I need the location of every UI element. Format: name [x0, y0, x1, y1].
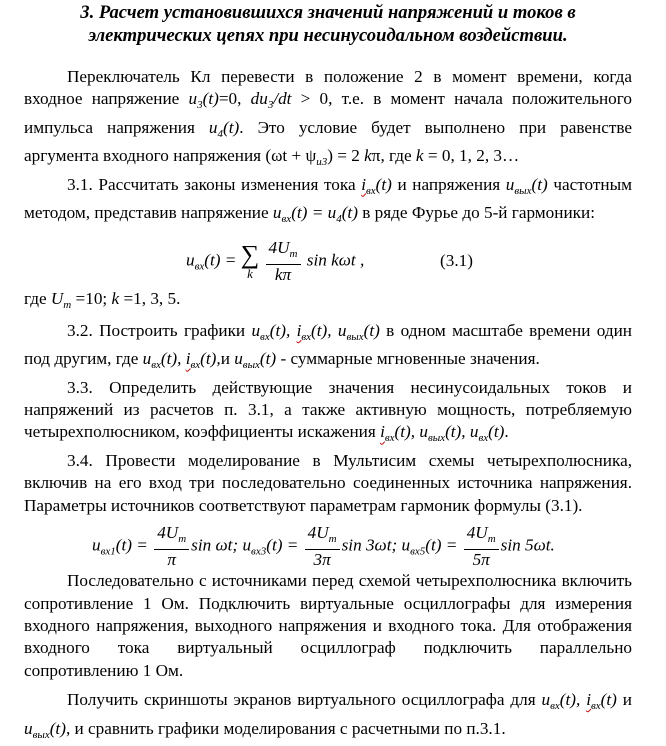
var-u4-sub: 4: [336, 213, 342, 226]
var: i: [296, 320, 302, 340]
var: u: [337, 320, 347, 340]
num: 4U: [157, 523, 179, 543]
var-k: k: [111, 289, 120, 309]
s3-lhs: u: [242, 535, 252, 555]
var-t: (t),: [269, 320, 297, 340]
num-sub: m: [328, 533, 337, 546]
var-i: i: [361, 174, 366, 194]
s3-fraction: [305, 523, 340, 570]
var-u3: u: [188, 89, 198, 109]
var-u4: u: [208, 117, 218, 137]
var-t: (t): [600, 690, 617, 710]
var-sub: вх: [384, 432, 395, 445]
s5-sub: вх5: [410, 545, 426, 558]
formula-sources-body: [92, 523, 555, 570]
text: в одном масштабе времени один под другим, где: [24, 320, 632, 369]
formula-sources: [24, 518, 632, 568]
s3-tail: sin 3ωt;: [341, 535, 398, 555]
var-sub: вх: [151, 359, 161, 372]
formula-3-1: [24, 232, 632, 284]
var-t: (t),: [311, 320, 338, 340]
var-U: U: [50, 289, 64, 309]
var-t: (t): [363, 320, 380, 340]
var-sub: вх: [260, 330, 270, 343]
var-u: u: [505, 174, 515, 194]
text: - суммарные мгновенные значения.: [276, 349, 540, 369]
text: 3.3. Определить действующие значения несинусоидальных токов и напряжений из расчетов п. 3.1, а также активную мощность, потребляемую четырехполюсником, коэффициенты искажения: [24, 377, 632, 442]
fraction-numerator: [464, 523, 499, 550]
var-psi-sub: u3: [316, 156, 328, 169]
heading-line-2: электрических цепях при несинусоидальном воздействии.: [88, 25, 568, 46]
var-k: k: [415, 146, 424, 166]
s1-tail: sin ωt;: [191, 535, 239, 555]
var-t: (t),: [160, 349, 186, 369]
num-sub: m: [487, 533, 496, 546]
num: 4U: [268, 238, 290, 258]
text: и: [220, 349, 235, 369]
text: где: [24, 289, 51, 309]
paragraph-final: [24, 689, 632, 746]
var-i-sub: вх: [365, 184, 376, 197]
text: π, где: [371, 146, 416, 166]
formula-number: (3.1): [440, 251, 473, 271]
var-t: (t),: [559, 690, 581, 710]
var-u4-t: (t): [223, 117, 240, 137]
fraction-numerator: [266, 238, 301, 265]
s5-fraction: [464, 523, 499, 570]
sum-symbol: ∑: [240, 240, 260, 270]
var-sub: вых: [32, 728, 50, 741]
formula-lhs-t: (t) =: [204, 250, 237, 270]
text: = 0, 1, 2, 3…: [423, 146, 520, 166]
text: и напряжения: [391, 174, 506, 194]
var-uin-sub: вх: [281, 213, 292, 226]
num-sub: m: [289, 248, 298, 261]
paragraph-3-2: [24, 320, 632, 377]
var-uin: u: [272, 203, 282, 223]
text: Переключатель Кл перевести в положение 2 в момент времени, когда входное напряжение: [24, 67, 632, 109]
var-u-t: (t): [531, 174, 548, 194]
var-u-sub: вых: [514, 184, 532, 197]
heading-line-1: 3. Расчет установившихся значений напряжений и токов в: [80, 2, 576, 23]
var-i-t: (t): [375, 174, 392, 194]
var: i: [380, 422, 385, 442]
var-u4-sub: 4: [217, 127, 224, 140]
text: ) = 2: [327, 146, 365, 166]
fraction-denominator: 3π: [313, 550, 331, 570]
var-u3-sub: 3: [197, 99, 203, 112]
formula-3-1-body: [186, 238, 364, 285]
text: Получить скриншоты экранов виртуального осциллографа для: [67, 690, 542, 710]
s1-fraction: [154, 523, 189, 570]
s1-lhs: u: [92, 535, 101, 555]
var: u: [142, 349, 152, 369]
var: u: [251, 320, 261, 340]
formula-lhs-sub: вх: [194, 260, 205, 273]
var-sub: вх: [478, 432, 489, 445]
paragraph-3-4: 3.4. Провести моделирование в Мультисим схемы четырехполюсника, включив на его вход три последовательно соединенных источника напряжения. Параметры источников соответствуют параметрам гармоник формулы (3.1).: [24, 450, 632, 515]
var-sub: вх: [591, 700, 601, 713]
fraction-denominator: kπ: [274, 265, 292, 285]
var-t: (t),: [394, 422, 420, 442]
var-sub: вх: [190, 359, 201, 372]
num-sub: m: [178, 533, 187, 546]
var-t: (t): [488, 422, 505, 442]
document-page: [24, 0, 632, 746]
s5-eq: (t) =: [425, 535, 458, 555]
var-t: (t): [49, 718, 66, 738]
text: , и сравнить графики моделирования с расчетными по п.3.1.: [65, 718, 506, 738]
var-t: (t),: [445, 422, 470, 442]
paragraph-3-1: [24, 174, 632, 231]
fraction-denominator: 5π: [472, 550, 490, 570]
var-sub: вых: [427, 432, 446, 445]
sum-sign: [240, 240, 260, 282]
var-sub: вх: [550, 700, 560, 713]
s5-tail: sin 5ωt.: [500, 535, 555, 555]
num: 4U: [307, 523, 329, 543]
var-U-sub: m: [63, 299, 72, 312]
var-t: (t),: [200, 349, 221, 369]
var-sub: вых: [242, 359, 260, 372]
var-omega: ωt + ψ: [271, 146, 317, 166]
fraction-numerator: [154, 523, 189, 550]
s3-eq: (t) =: [266, 535, 299, 555]
s1-eq: (t) =: [115, 535, 148, 555]
var-sub: вых: [346, 330, 364, 343]
var-sub: вх: [301, 330, 312, 343]
var-u4-t: (t): [341, 203, 358, 223]
section-heading: [24, 0, 632, 47]
text: > 0, т.е. в момент начала положительного импульса напряжения: [24, 89, 632, 137]
sum-index: k: [247, 266, 253, 282]
var: i: [185, 349, 191, 369]
formula-lhs: u: [186, 250, 195, 270]
var-du-dt: /dt: [273, 89, 292, 109]
var: i: [586, 690, 591, 710]
var: u: [24, 718, 33, 738]
num: 4U: [466, 523, 488, 543]
var-u3-t: (t): [202, 89, 219, 109]
text: частотным методом, представив напряжение: [24, 174, 633, 223]
paragraph-series-resistor: Последовательно с источниками перед схемой четырехполюсника включить сопротивление 1 Ом. Подключить виртуальные осциллографы для измерения входного напряжения, выходного напряжения и входного тока. Для отображения входного тока виртуальный осциллограф подключить параллельно сопротивлению 1 Ом.: [24, 571, 632, 680]
text: . Это условие будет выполнено при равенстве аргумента входного напряжения (: [24, 117, 632, 166]
var: u: [419, 422, 428, 442]
paragraph-3-3: [24, 377, 632, 450]
var-uin-t: (t) = u: [291, 203, 337, 223]
formula-tail: sin kωt ,: [306, 250, 365, 270]
text: .: [504, 422, 509, 442]
paragraph-intro: [24, 66, 632, 174]
text: 3.2. Построить графики: [67, 320, 252, 340]
var: u: [469, 422, 479, 442]
text: =1, 3, 5.: [119, 289, 181, 309]
var: u: [541, 690, 551, 710]
fraction: [266, 238, 301, 285]
text: =0,: [218, 89, 251, 109]
text: и: [616, 690, 632, 710]
s5-lhs: u: [401, 535, 411, 555]
text: в ряде Фурье до 5-й гармоники:: [357, 203, 595, 223]
s1-sub: вх1: [100, 545, 116, 558]
var-k: k: [364, 146, 372, 166]
where-line: [24, 288, 632, 316]
fraction-denominator: π: [167, 550, 176, 570]
fraction-numerator: [305, 523, 340, 550]
s3-sub: вх3: [251, 545, 267, 558]
text: =10;: [71, 289, 112, 309]
spacer: [24, 47, 632, 59]
var-t: (t): [259, 349, 277, 369]
var-du-sub: 3: [267, 99, 274, 112]
text: 3.1. Рассчитать законы изменения тока: [67, 174, 362, 194]
var-du: du: [250, 89, 268, 109]
var: u: [234, 349, 243, 369]
